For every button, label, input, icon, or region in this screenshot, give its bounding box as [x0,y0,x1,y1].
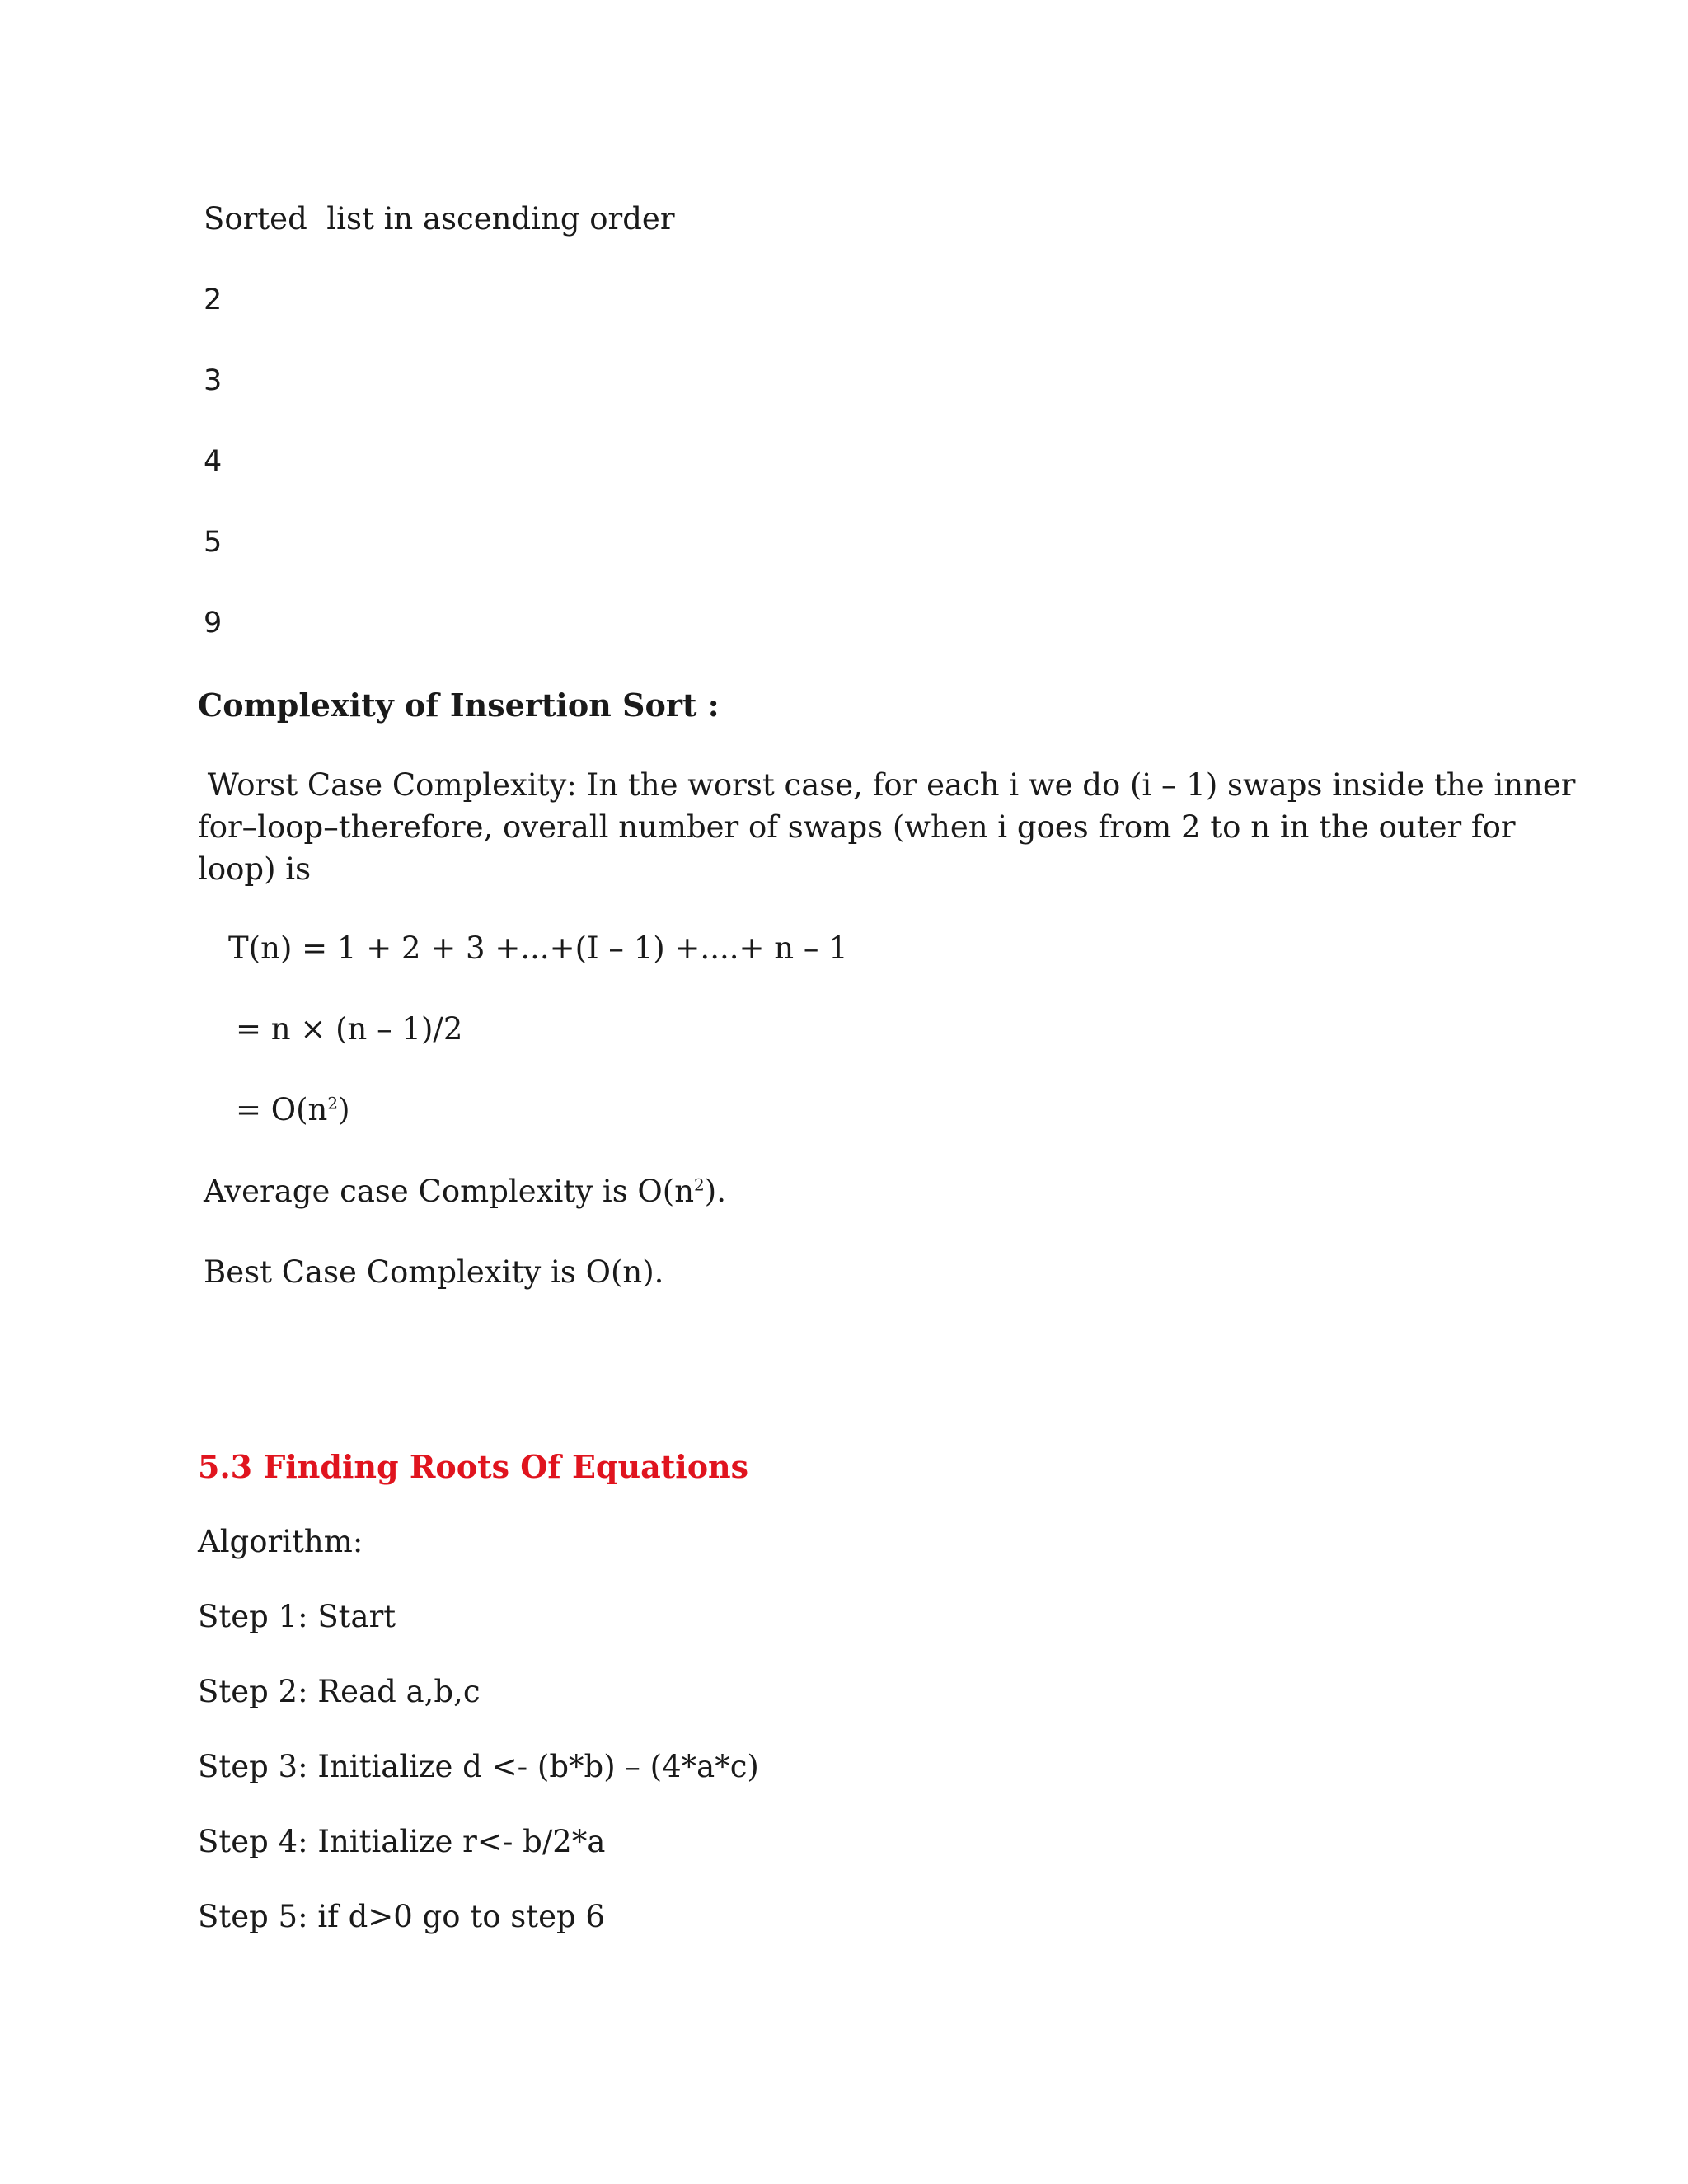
sorted-value-4: 5 [204,526,223,559]
equation-line-3: = $O(n^2)$ [236,1092,350,1127]
algorithm-step-4: Step 4: Initialize r<- b/2*a [198,1824,606,1859]
algorithm-step-1: Step 1: Start [198,1599,396,1634]
section-heading: 5.3 Finding Roots Of Equations [198,1448,749,1485]
complexity-heading: Complexity of Insertion Sort : [198,687,720,724]
sorted-value-1: 2 [204,284,223,316]
equation-line-1: T(n) = 1 + 2 + 3 +...+(I – 1) +....+ n – 1 [228,930,848,966]
sorted-value-3: 4 [204,445,223,478]
algorithm-step-2: Step 2: Read a,b,c [198,1674,481,1709]
sorted-list-heading: Sorted list in ascending order [204,201,675,237]
algorithm-step-3: Step 3: Initialize d <- (b*b) – (4*a*c) [198,1749,759,1784]
sorted-value-5: 9 [204,607,223,640]
sorted-value-2: 3 [204,364,223,397]
worst-case-line-3: loop) is [198,851,312,887]
worst-case-line-2: for–loop–therefore, overall number of swaps (when i goes from 2 to n in the outer for [198,809,1516,845]
algorithm-step-5: Step 5: if d>0 go to step 6 [198,1899,605,1934]
algorithm-label: Algorithm: [198,1524,363,1559]
average-case-text: Average case Complexity is $O(n^2)$. [204,1174,726,1209]
equation-line-2: = n × (n – 1)/2 [236,1011,463,1047]
best-case-text: Best Case Complexity is O(n). [204,1254,664,1290]
worst-case-line-1: Worst Case Complexity: In the worst case, for each i we do (i – 1) swaps inside the inner [198,767,1576,803]
